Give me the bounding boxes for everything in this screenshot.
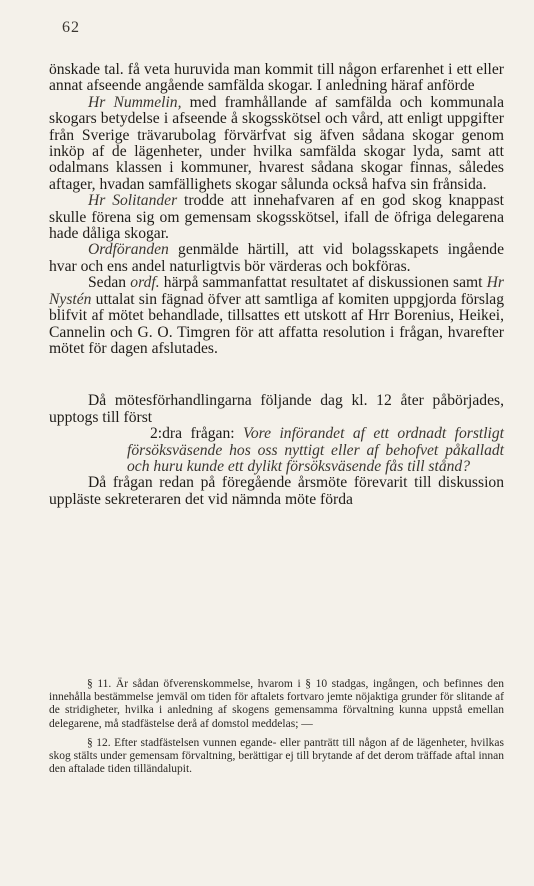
section-spacer — [49, 375, 504, 393]
footnote-11: § 11. Är sådan öfverenskommelse, hvarom i § 10 stadgas, ingången, och befinnes den innehålla bestämmelse jemväl om tiden för aftalets fortvaro jemte nöjaktiga grunder för slitande af de stridigheter, hvilka i anledning af skogens gemensamma förvaltning kunna uppstå emellan delegarene, må stadfästelse derå af domstol meddelas; — — [49, 678, 504, 730]
paragraph-4 — [49, 242, 504, 275]
speaker-ordf: ordf. — [130, 274, 160, 292]
question-paragraph — [49, 426, 504, 475]
question-text: Vore införandet af ett ordnadt forstligt försöksväsende hos oss nyttigt eller af behofvet påkalladt och huru kunde ett dylikt försöksväsende fås till stånd? — [127, 425, 505, 475]
footnote-12: § 12. Efter stadfästelsen vunnen egande- eller panträtt till någon af de lägenheter, hvilkas skog stälts under gemensam förvaltning, berättigar ej till brytande af det derom träffade aftal innan den aftalade tiden tilländalupit. — [49, 736, 504, 776]
paragraph-2 — [49, 95, 504, 193]
paragraph-4-text: genmälde härtill, att vid bolagsskapets ingående hvar och ens andel naturligtvis bör värderas och bokföras. — [49, 241, 504, 275]
speaker-ordforanden: Ordföranden — [88, 241, 169, 259]
paragraph-5-c: uttalat sin fägnad öfver att samtliga af komiten uppgjorda förslag blifvit af mötet behandlade, tillsattes ett utskott af Hrr Borenius, Heikei, Cannelin och G. O. Timgren för att affatta resolution i frågan, hvarefter mötet för dagen afslutades. — [49, 290, 504, 357]
paragraph-5-b: härpå sammanfattat resultatet af diskussionen samt — [159, 274, 487, 292]
paragraph-5-a: Sedan — [88, 274, 131, 292]
paragraph-2-text: med framhållande af samfälda och kommunala skogars betydelse i afseende å skogsskötsel och vård, att enligt uppgifter från Sverige trävarubolag förvärfvat sig äfven sådana skogar genom inköp af de lägenheter, under hvilka samfälda skogar lyda, samt att odalmans klassen i kommuner, hvarest sådana skogar finnas, således aftager, hvadan samfällighets skogar sålunda också hafva sin frånsida. — [49, 93, 504, 193]
speaker-nummelin: Hr Nummelin, — [88, 93, 182, 111]
question-label: 2:dra frågan: — [150, 425, 235, 443]
section-spacer — [49, 357, 504, 375]
paragraph-6: Då mötesförhandlingarna följande dag kl. 12 åter påbörjades, upptogs till först — [49, 392, 504, 426]
page-number: 62 — [62, 19, 80, 36]
body-text — [49, 62, 504, 508]
paragraph-1: önskade tal. få veta huruvida man kommit till någon erfarenhet i ett eller annat afseende angående samfälda skogar. I anledning häraf anförde — [49, 61, 504, 95]
footnotes — [49, 678, 504, 782]
paragraph-3 — [49, 193, 504, 242]
speaker-nysten: Hr Nystén — [49, 274, 504, 308]
paragraph-3-text: trodde att innehafvaren af en god skog knappast skulle förena sig om gemensam skogsskötsel, ifall de öfriga delegarena hade dåliga skogar. — [49, 192, 504, 243]
speaker-solitander: Hr Solitander — [88, 192, 178, 210]
paragraph-5 — [49, 275, 504, 357]
paragraph-7: Då frågan redan på föregående årsmöte förevarit till diskussion uppläste sekreteraren det vid nämnda möte förda — [49, 474, 504, 508]
